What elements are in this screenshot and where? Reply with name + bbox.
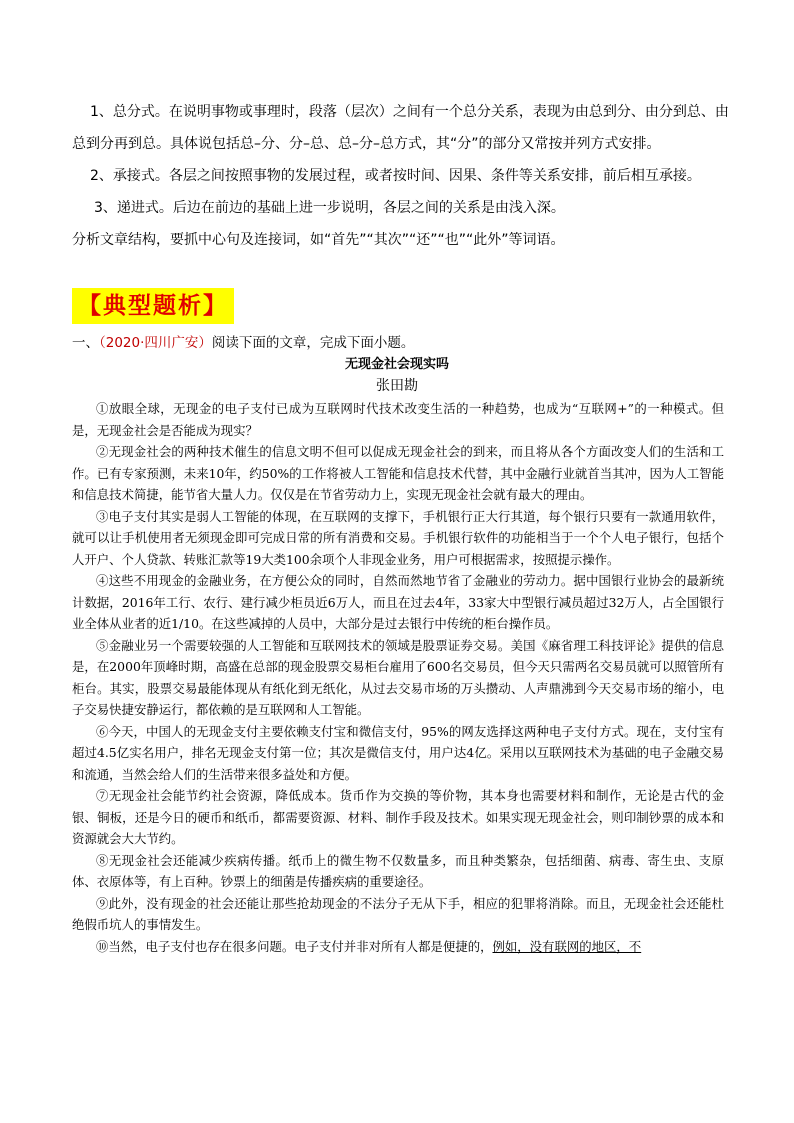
article-paragraph: ⑦无现金社会能节约社会资源，降低成本。货币作为交换的等价物，其本身也需要材料和制作，无论是古代的金银、铜板，还是今日的硬币和纸币，都需要资源、材料、制作手段及技术。如果实现无现金社会，则印制钞票的成本和资源就会大大节约。 <box>72 788 724 846</box>
note-analysis-tip: 分析文章结构，要抓中心句及连接词，如“首先”“其次”“还”“也”“此外”等词语。 <box>72 232 565 248</box>
question-number: 一、 <box>72 335 99 351</box>
article-body <box>72 398 724 957</box>
article-author: 张田勘 <box>376 378 418 394</box>
article-paragraph: ④这些不用现金的金融业务，在方便公众的同时，自然而然地节省了金融业的劳动力。据中国银行业协会的最新统计数据，2016年工行、农行、建行减少柜员近6万人，而且在过去4年，33家大中型银行减员超过32万人，占全国银行业全体从业者的近1/10。在这些减掉的人员中，大部分是过去银行中传统的柜台操作员。 <box>72 573 724 631</box>
last-paragraph-lead: ⑩当然，电子支付也存在很多问题。电子支付并非对所有人都是便捷的， <box>96 938 493 954</box>
article-title: 无现金社会现实吗 <box>344 357 449 372</box>
article-paragraph: ⑥今天，中国人的无现金支付主要依赖支付宝和微信支付，95%的网友选择这两种电子支付方式。现在，支付宝有超过4.5亿实名用户，排名无现金支付第一位；其次是微信支付，用户达4亿。采用以互联网技术为基础的电子金融交易和流通，当然会给人们的生活带来很多益处和方便。 <box>72 723 724 782</box>
section-banner: 【典型题析】 <box>72 288 234 324</box>
note-general-specific: 1、总分式。在说明事物或事理时，段落（层次）之间有一个总分关系，表现为由总到分、由分到总、由总到分再到总。具体说包括总–分、分–总、总–分–总方式，其“分”的部分又常按并列方式安排。 <box>72 104 729 152</box>
article-paragraph: ③电子支付其实是弱人工智能的体现，在互联网的支撑下，手机银行正大行其道，每个银行只要有一款通用软件，就可以让手机使用者无须现金即可完成日常的所有消费和交易。手机银行软件的功能相当于一个个人电子银行，包括个人开户、个人贷款、转账汇款等19大类100余项个人非现金业务，用户可根据需求，按照提示操作。 <box>72 508 724 567</box>
article-paragraph: ①放眼全球，无现金的电子支付已成为互联网时代技术改变生活的一种趋势，也成为“互联网+”的一种模式。但是，无现金社会是否能成为现实？ <box>72 401 724 438</box>
note-progressive: 3、递进式。后边在前边的基础上进一步说明，各层之间的关系是由浅入深。 <box>94 200 565 216</box>
underlined-text: 例如，没有联网的地区，不 <box>492 938 642 954</box>
article-paragraph: ⑤金融业另一个需要较强的人工智能和互联网技术的领域是股票证券交易。美国《麻省理工科技评论》提供的信息是，在2000年顶峰时期，高盛在总部的现金股票交易柜台雇用了600名交易员，但今天只需两名交易员就可以照管所有柜台。其实，股票交易最能体现从有纸化到无纸化，从过去交易市场的万头攒动、人声鼎沸到今天交易市场的缩小，电子交易快捷安静运行，都依赖的是互联网和人工智能。 <box>72 637 724 717</box>
question-text: 阅读下面的文章，完成下面小题。 <box>211 335 415 351</box>
article-paragraph: ⑨此外，没有现金的社会还能让那些抢劫现金的不法分子无从下手，相应的犯罪将消除。而且，无现金社会还能杜绝假币坑人的事情发生。 <box>72 895 724 932</box>
question-source: （2020·四川广安） <box>99 335 212 351</box>
question-line <box>72 333 414 353</box>
article-paragraph: ⑧无现金社会还能减少疾病传播。纸币上的微生物不仅数量多，而且种类繁杂，包括细菌、病毒、寄生虫、支原体、衣原体等，有上百种。钞票上的细菌是传播疾病的重要途径。 <box>72 852 724 889</box>
article-paragraph: ②无现金社会的两种技术催生的信息文明不但可以促成无现金社会的到来，而且将从各个方面改变人们的生活和工作。已有专家预测，未来10年，约50%的工作将被人工智能和信息技术代替，其中金融行业就首当其冲，因为人工智能和信息技术简捷，能节省大量人力。仅仅是在节省劳动力上，实现无现金社会就有最大的理由。 <box>72 444 724 502</box>
structure-notes <box>72 96 732 256</box>
article-paragraph-last <box>72 936 724 958</box>
note-sequential: 2、承接式。各层之间按照事物的发展过程，或者按时间、因果、条件等关系安排，前后相互承接。 <box>90 168 701 184</box>
